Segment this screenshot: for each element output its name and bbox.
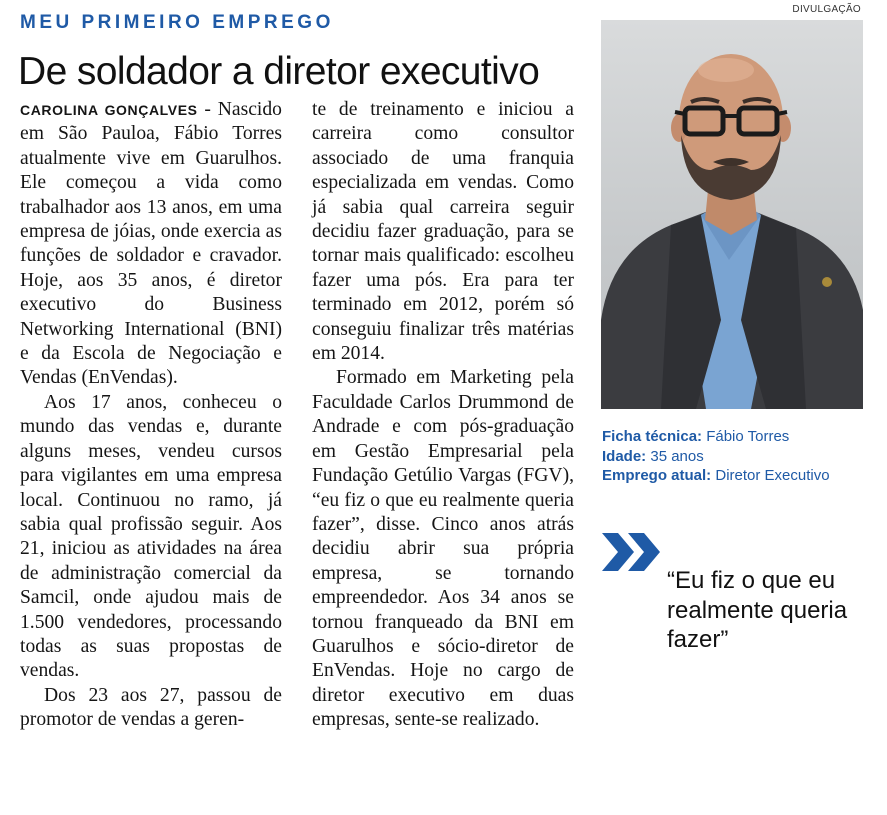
fact-job-row: [602, 466, 872, 486]
fact-name-value: Fábio Torres: [702, 428, 790, 445]
article-column-1: [20, 98, 282, 733]
paragraph-1: [20, 98, 282, 391]
article-column-2: [312, 98, 574, 733]
fact-age-row: [602, 447, 872, 467]
pull-quote: “Eu fiz o que eu realmente queria fazer”: [667, 567, 848, 653]
section-title: MEU PRIMEIRO EMPREGO: [20, 12, 334, 33]
paragraph-1-text: Nascido em São Pauloa, Fábio Torres atualmente vive em Guarulhos. Ele começou a vida como trabalhador aos 13 anos, em uma empresa de jóias, onde exercia as funções de soldador e cravador. Hoje, aos 35 anos, é diretor executivo do Business Networking International (BNI) e da Escola de Negociação e Vendas (EnVendas).: [20, 99, 282, 389]
portrait-photo: [601, 20, 863, 409]
fact-job-value: Diretor Executivo: [711, 467, 830, 484]
paragraph-2: Aos 17 anos, conheceu o mundo das vendas e, durante alguns meses, vendeu cursos para vigilantes em uma empresa local. Continuou no ramo, já sabia qual profissão seguir. Aos 21, iniciou as atividades na área de administração comercial da Samcil, onde ajudou mais de 1.500 vendedores, processando todas as suas propostas de vendas.: [20, 391, 282, 682]
fact-job-label: Emprego atual:: [602, 467, 712, 484]
paragraph-4: Formado em Marketing pela Faculdade Carlos Drummond de Andrade e com pós-graduação em Gestão Empresarial pela Fundação Getúlio Vargas (FGV), “eu fiz o que eu realmente queria fazer”, disse. Cinco anos atrás decidiu abrir sua própria empresa, se tornando empreendedor. Aos 34 anos se tornou franqueado da BNI em Guarulhos e sócio-diretor de EnVendas. Hoje no cargo de diretor executivo em duas empresas, sente-se realizado.: [312, 367, 574, 731]
double-chevron-right-icon: [600, 531, 664, 578]
byline: CAROLINA GONÇALVES: [20, 102, 198, 118]
paragraph-3-continued: te de treinamento e iniciou a carreira como consultor associado de uma franquia especializada em vendas. Como já sabia qual carreira seguir decidiu fazer graduação, para se tornar mais qualificado: escolheu fazer uma pós. Era para ter terminado em 2012, porém só conseguiu finalizar três matérias em 2014.: [312, 99, 574, 365]
headline: De soldador a diretor executivo: [18, 50, 540, 93]
fact-name-row: [602, 427, 872, 447]
byline-separator: -: [197, 99, 218, 120]
fact-age-value: 35 anos: [646, 447, 704, 465]
fact-sheet: [602, 427, 872, 486]
paragraph-3: Dos 23 aos 27, passou de promotor de vendas a geren-: [20, 684, 282, 731]
portrait-illustration: [601, 20, 863, 409]
fact-name-label: Ficha técnica:: [602, 428, 703, 445]
photo-credit: DIVULGAÇÃO: [792, 4, 861, 15]
fact-age-label: Idade:: [602, 447, 647, 465]
